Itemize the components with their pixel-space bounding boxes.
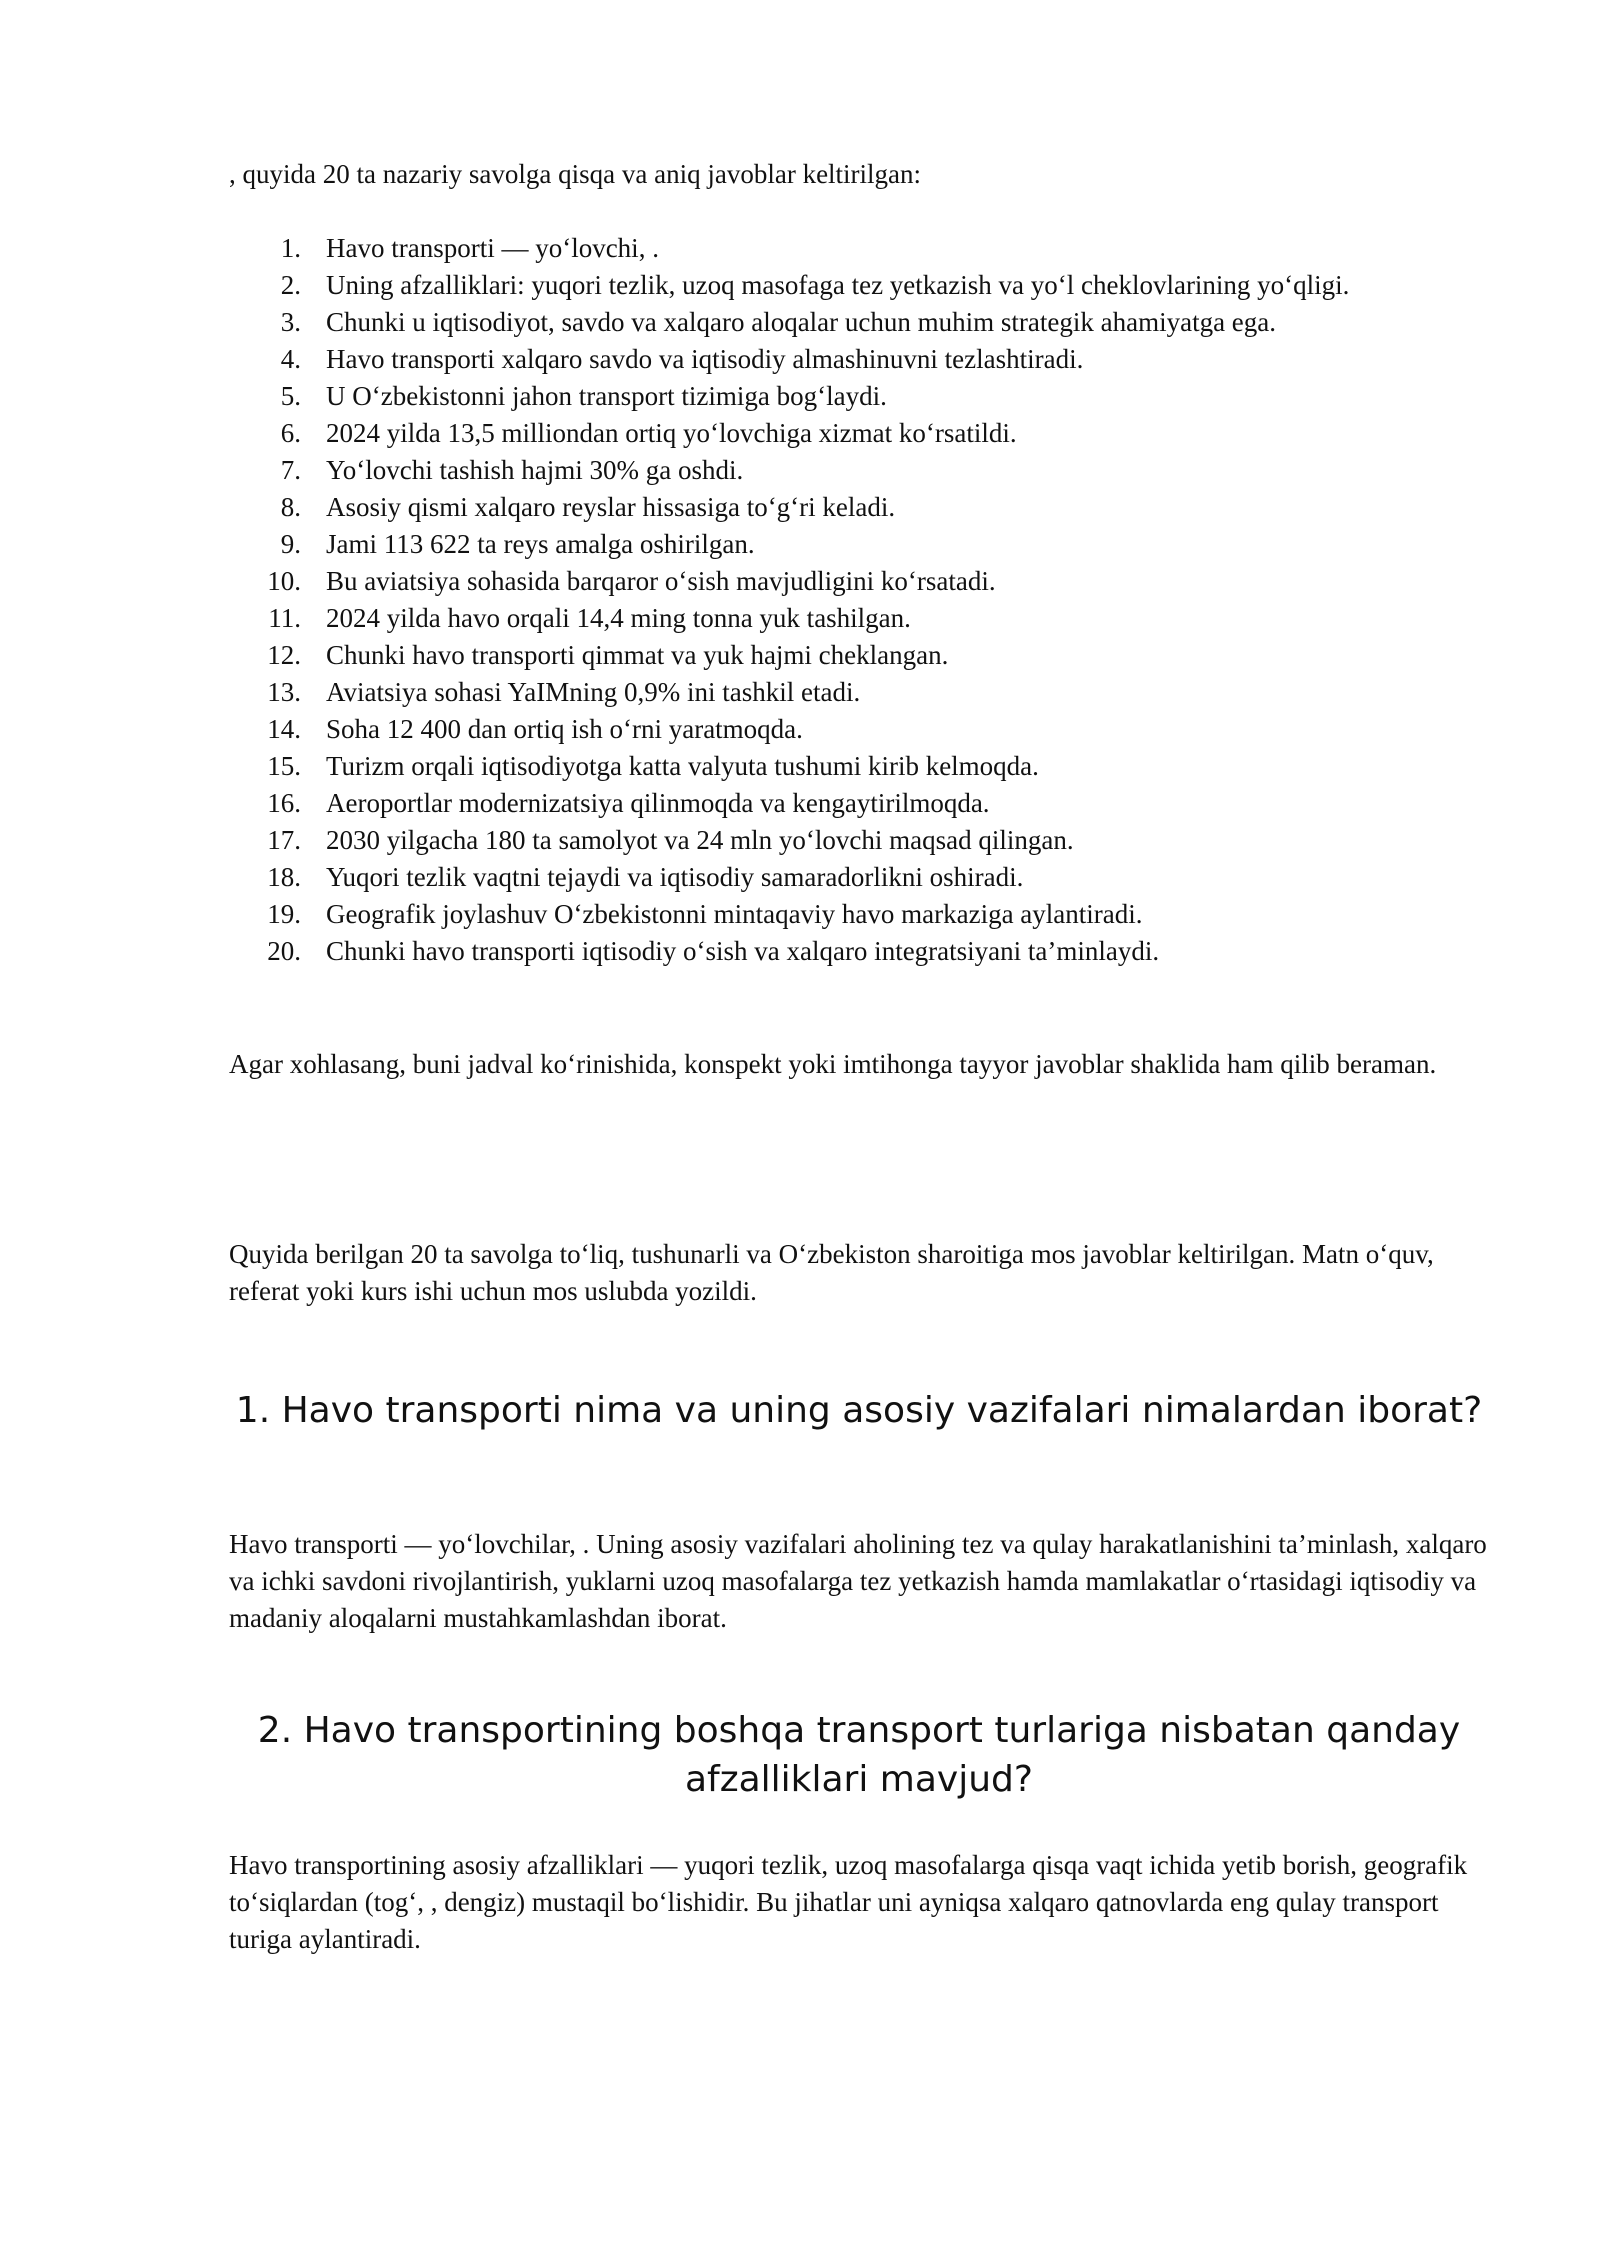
list-item-text: 2024 yilda havo orqali 14,4 ming tonna yuk tashilgan.	[326, 603, 911, 633]
list-number: 6.	[280, 418, 301, 448]
list-item	[229, 711, 1489, 748]
list-item-text: 2024 yilda 13,5 milliondan ortiq yo‘lovchiga xizmat ko‘rsatildi.	[326, 418, 1017, 448]
list-number: 8.	[280, 492, 301, 522]
list-item-text: U O‘zbekistonni jahon transport tizimiga bog‘laydi.	[326, 381, 887, 411]
list-number: 9.	[280, 529, 301, 559]
list-number: 10.	[267, 566, 301, 596]
list-item	[229, 785, 1489, 822]
list-item-text: Asosiy qismi xalqaro reyslar hissasiga to‘g‘ri keladi.	[326, 492, 896, 522]
list-item-text: Uning afzalliklari: yuqori tezlik, uzoq masofaga tez yetkazish va yo‘l cheklovlarining yo‘qligi.	[326, 270, 1350, 300]
list-item-text: Jami 113 622 ta reys amalga oshirilgan.	[326, 529, 755, 559]
section-body: Havo transportining asosiy afzalliklari — yuqori tezlik, uzoq masofalarga qisqa vaqt ichida yetib borish, geografik to‘siqlardan (tog‘, , dengiz) mustaqil bo‘lishidir. Bu jihatlar uni ayniqsa xalqaro qatnovlarda eng qulay transport turiga aylantiradi.	[229, 1850, 1468, 1954]
list-number: 13.	[267, 677, 301, 707]
list-item-text: Aeroportlar modernizatsiya qilinmoqda va kengaytirilmoqda.	[326, 788, 990, 818]
list-item-text: 2030 yilgacha 180 ta samolyot va 24 mln yo‘lovchi maqsad qilingan.	[326, 825, 1074, 855]
list-number: 11.	[268, 603, 301, 633]
list-number: 14.	[267, 714, 301, 744]
list-item	[229, 304, 1489, 341]
list-item	[229, 859, 1489, 896]
list-item	[229, 452, 1489, 489]
list-item-text: Havo transporti xalqaro savdo va iqtisodiy almashinuvni tezlashtiradi.	[326, 344, 1084, 374]
list-item	[229, 822, 1489, 859]
section-body: Havo transporti — yo‘lovchilar, . Uning asosiy vazifalari aholining tez va qulay harakatlanishini ta’minlash, xalqaro va ichki savdoni rivojlantirish, yuklarni uzoq masofalarga tez yetkazish hamda mamlakatlar o‘rtasidagi iqtisodiy va madaniy aloqalarni mustahkamlashdan iborat.	[229, 1529, 1487, 1633]
list-item-text: Chunki havo transporti iqtisodiy o‘sish va xalqaro integratsiyani ta’minlaydi.	[326, 936, 1160, 966]
list-item-text: Aviatsiya sohasi YaIMning 0,9% ini tashkil etadi.	[326, 677, 861, 707]
list-item	[229, 230, 1489, 267]
short-answers-list	[229, 230, 1489, 970]
list-item	[229, 933, 1489, 970]
list-number: 12.	[267, 640, 301, 670]
list-item-text: Chunki havo transporti qimmat va yuk hajmi cheklangan.	[326, 640, 949, 670]
list-item	[229, 267, 1489, 304]
list-item	[229, 637, 1489, 674]
list-number: 18.	[267, 862, 301, 892]
list-number: 5.	[280, 381, 301, 411]
list-number: 4.	[280, 344, 301, 374]
list-number: 16.	[267, 788, 301, 818]
list-item	[229, 526, 1489, 563]
list-number: 17.	[267, 825, 301, 855]
list-item	[229, 748, 1489, 785]
list-item	[229, 896, 1489, 933]
list-number: 3.	[280, 307, 301, 337]
list-number: 15.	[267, 751, 301, 781]
list-item-text: Turizm orqali iqtisodiyotga katta valyuta tushumi kirib kelmoqda.	[326, 751, 1039, 781]
list-item-text: Bu aviatsiya sohasida barqaror o‘sish mavjudligini ko‘rsatadi.	[326, 566, 996, 596]
list-number: 7.	[280, 455, 301, 485]
list-item	[229, 415, 1489, 452]
list-item	[229, 674, 1489, 711]
list-item-text: Havo transporti — yo‘lovchi, .	[326, 233, 659, 263]
intro-paragraph: , quyida 20 ta nazariy savolga qisqa va aniq javoblar keltirilgan:	[229, 159, 922, 189]
list-item-text: Yo‘lovchi tashish hajmi 30% ga oshdi.	[326, 455, 744, 485]
list-item-text: Soha 12 400 dan ortiq ish o‘rni yaratmoqda.	[326, 714, 803, 744]
list-item	[229, 489, 1489, 526]
list-item	[229, 563, 1489, 600]
lead-paragraph: Quyida berilgan 20 ta savolga to‘liq, tushunarli va O‘zbekiston sharoitiga mos javoblar keltirilgan. Matn o‘quv, referat yoki kurs ishi uchun mos uslubda yozildi.	[229, 1239, 1434, 1306]
list-number: 2.	[280, 270, 301, 300]
section-heading: 1. Havo transporti nima va uning asosiy vazifalari nimalardan iborat?	[235, 1390, 1483, 1431]
list-number: 1.	[280, 233, 301, 263]
list-item	[229, 600, 1489, 637]
section-heading: 2. Havo transportining boshqa transport turlariga nisbatan qanday afzalliklari mavjud?	[257, 1710, 1461, 1800]
list-item-text: Yuqori tezlik vaqtni tejaydi va iqtisodiy samaradorlikni oshiradi.	[326, 862, 1024, 892]
list-number: 19.	[267, 899, 301, 929]
offer-paragraph: Agar xohlasang, buni jadval ko‘rinishida, konspekt yoki imtihonga tayyor javoblar shaklida ham qilib beraman.	[229, 1049, 1437, 1079]
list-item-text: Chunki u iqtisodiyot, savdo va xalqaro aloqalar uchun muhim strategik ahamiyatga ega.	[326, 307, 1277, 337]
list-item	[229, 378, 1489, 415]
list-item	[229, 341, 1489, 378]
list-item-text: Geografik joylashuv O‘zbekistonni mintaqaviy havo markaziga aylantiradi.	[326, 899, 1143, 929]
list-number: 20.	[267, 936, 301, 966]
